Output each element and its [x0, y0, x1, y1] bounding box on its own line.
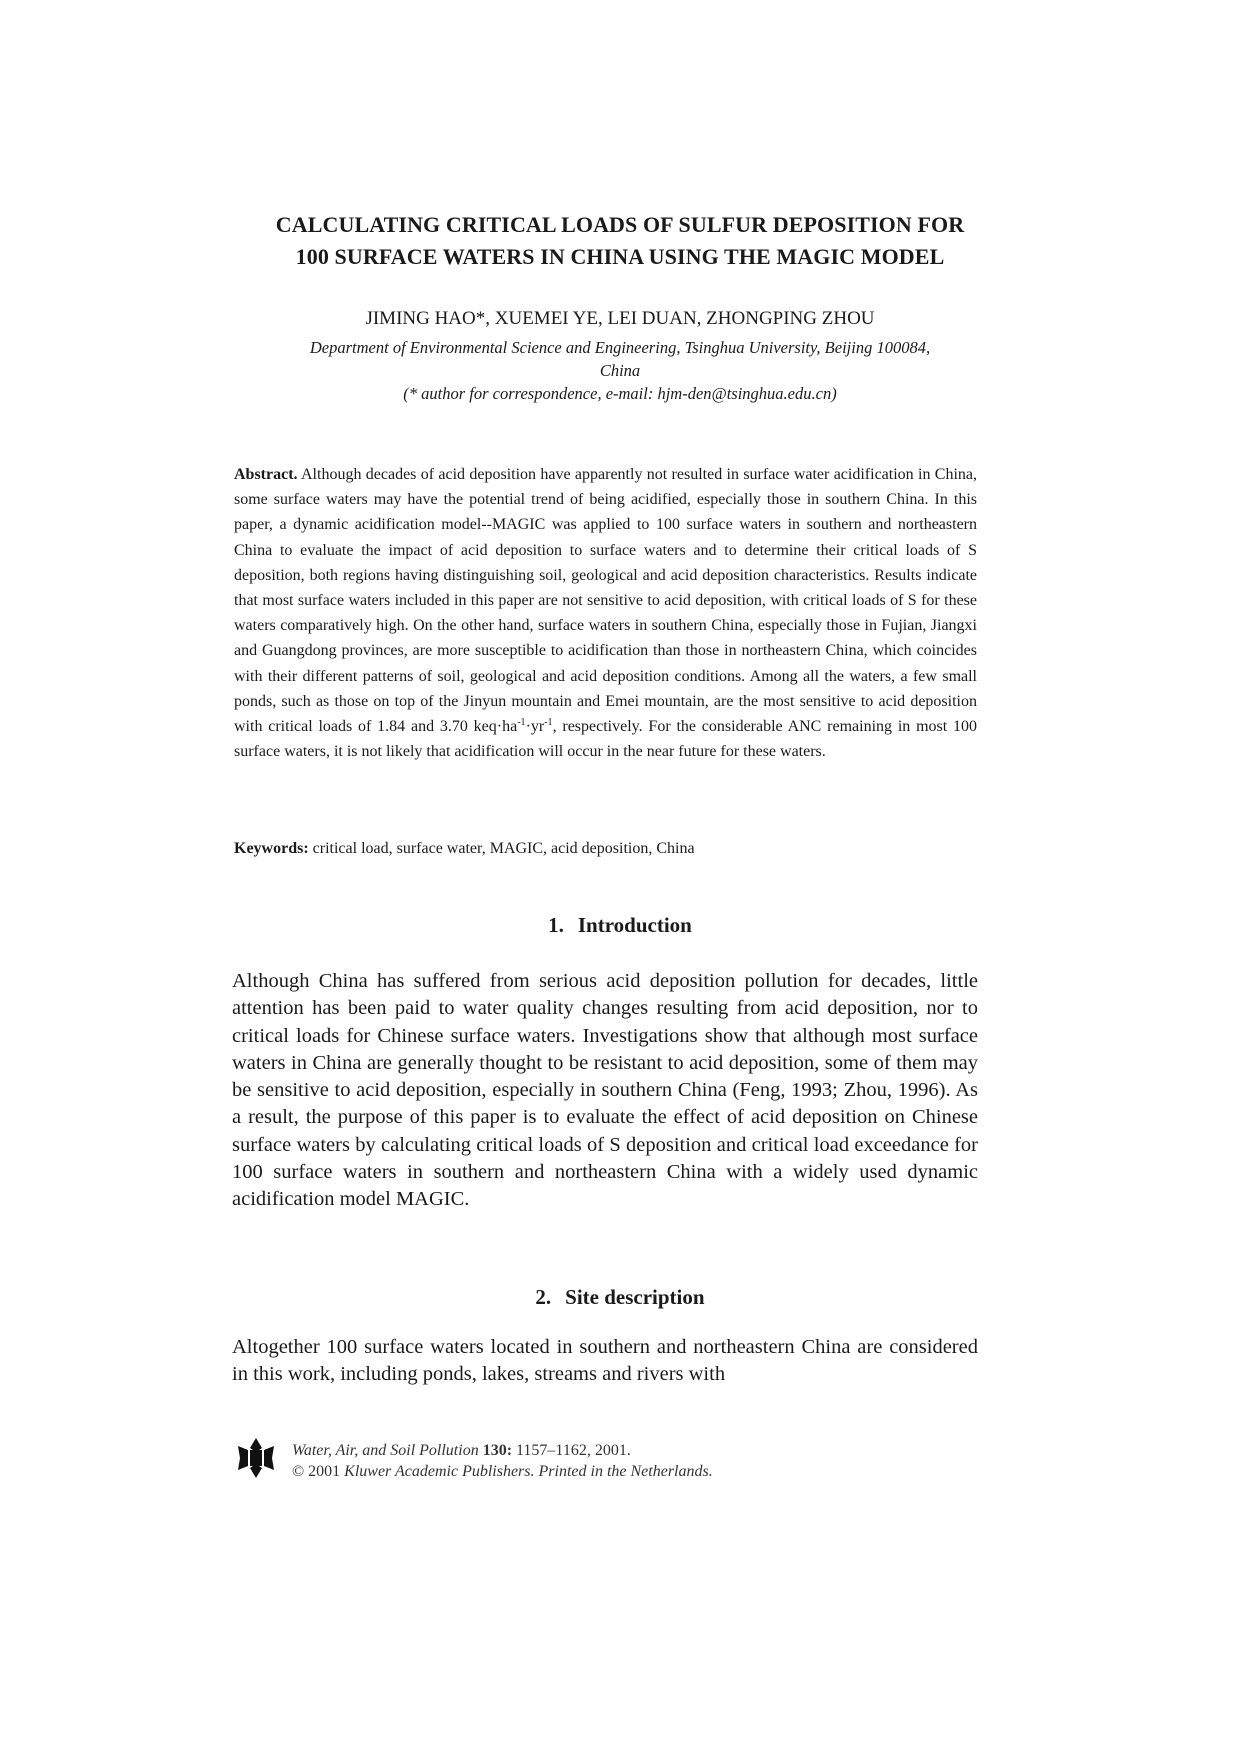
journal-volume: 130: — [482, 1442, 513, 1459]
unit-exponent-ha: -1 — [517, 717, 526, 729]
journal-pages: 1157–1162, 2001. — [512, 1442, 631, 1459]
citation-line — [292, 1440, 713, 1461]
affiliation — [220, 336, 1020, 405]
title-line-2: 100 SURFACE WATERS IN CHINA USING THE MAGIC MODEL — [295, 244, 945, 269]
section-title: Introduction — [577, 913, 692, 937]
journal-footer — [292, 1440, 713, 1482]
keywords-text: critical load, surface water, MAGIC, acid deposition, China — [308, 840, 695, 857]
abstract-label: Abstract. — [234, 466, 298, 483]
section-heading-introduction — [200, 912, 1040, 938]
section-title: Site description — [565, 1285, 705, 1309]
copyright-line — [292, 1461, 713, 1482]
unit-yr: ·yr — [525, 718, 545, 736]
affiliation-line-2: China — [599, 361, 641, 380]
site-description-paragraph: Altogether 100 surface waters located in southern and northeastern China are considered in this work, including ponds, lakes, streams and rivers with — [232, 1336, 978, 1386]
correspondence-note: (* author for correspondence, e-mail: hjm-den@tsinghua.edu.cn) — [403, 384, 837, 403]
publisher-logo-icon — [236, 1436, 276, 1480]
abstract-text: Although decades of acid deposition have apparently not resulted in surface water acidification in China, some surface waters may have the potential trend of being acidified, especially those in southern China. In this paper, a dynamic acidification model--MAGIC was applied to 100 surface waters in southern and northeastern China to evaluate the impact of acid deposition to surface waters and to determine their critical loads of S deposition, both regions having distinguishing soil, geological and acid deposition characteristics. Results indicate that most surface waters included in this paper are not sensitive to acid deposition, with critical loads of S for these waters comparatively high. On the other hand, surface waters in southern China, especially those in Fujian, Jiangxi and Guangdong provinces, are more susceptible to acidification than those in northeastern China, which coincides with their different patterns of soil, geological and acid deposition conditions. Among all the waters, a few small ponds, such as those on top of the Jinyun mountain and Emei mountain, are the most sensitive to acid deposition with critical loads of 1.84 and 3.70 keq·ha — [234, 466, 977, 736]
section-heading-site-description — [200, 1284, 1040, 1310]
copyright-year: © 2001 — [292, 1463, 341, 1480]
publisher-name: Kluwer Academic Publishers. Printed in the Netherlands. — [340, 1463, 713, 1480]
title-line-1: CALCULATING CRITICAL LOADS OF SULFUR DEPOSITION FOR — [275, 212, 965, 237]
journal-name: Water, Air, and Soil Pollution — [292, 1442, 479, 1459]
section-number: 1. — [548, 913, 564, 937]
section-number: 2. — [535, 1285, 552, 1309]
abstract-text-end: , respectively. For the considerable ANC remaining in most 100 surface waters, it is not likely that acidification will occur in the near future for these waters. — [234, 718, 977, 761]
keywords-label: Keywords: — [234, 840, 309, 857]
author-list: JIMING HAO*, XUEMEI YE, LEI DUAN, ZHONGPING ZHOU — [365, 308, 875, 329]
affiliation-line-1: Department of Environmental Science and Engineering, Tsinghua University, Beijing 100084, — [309, 338, 931, 357]
keywords — [234, 838, 977, 860]
paper-title — [200, 209, 1040, 273]
abstract — [234, 462, 977, 764]
unit-exponent-yr: -1 — [544, 717, 553, 729]
introduction-paragraph: Although China has suffered from serious acid deposition pollution for decades, little attention has been paid to water quality changes resulting from acid deposition, nor to critical loads for Chinese surface waters. Investigations show that although most surface waters in China are generally thought to be resistant to acid deposition, some of them may be sensitive to acid deposition, especially in southern China (Feng, 1993; Zhou, 1996). As a result, the purpose of this paper is to evaluate the effect of acid deposition on Chinese surface waters by calculating critical loads of S deposition and critical load exceedance for 100 surface waters in southern and northeastern China with a widely used dynamic acidification model MAGIC. — [232, 970, 978, 1211]
